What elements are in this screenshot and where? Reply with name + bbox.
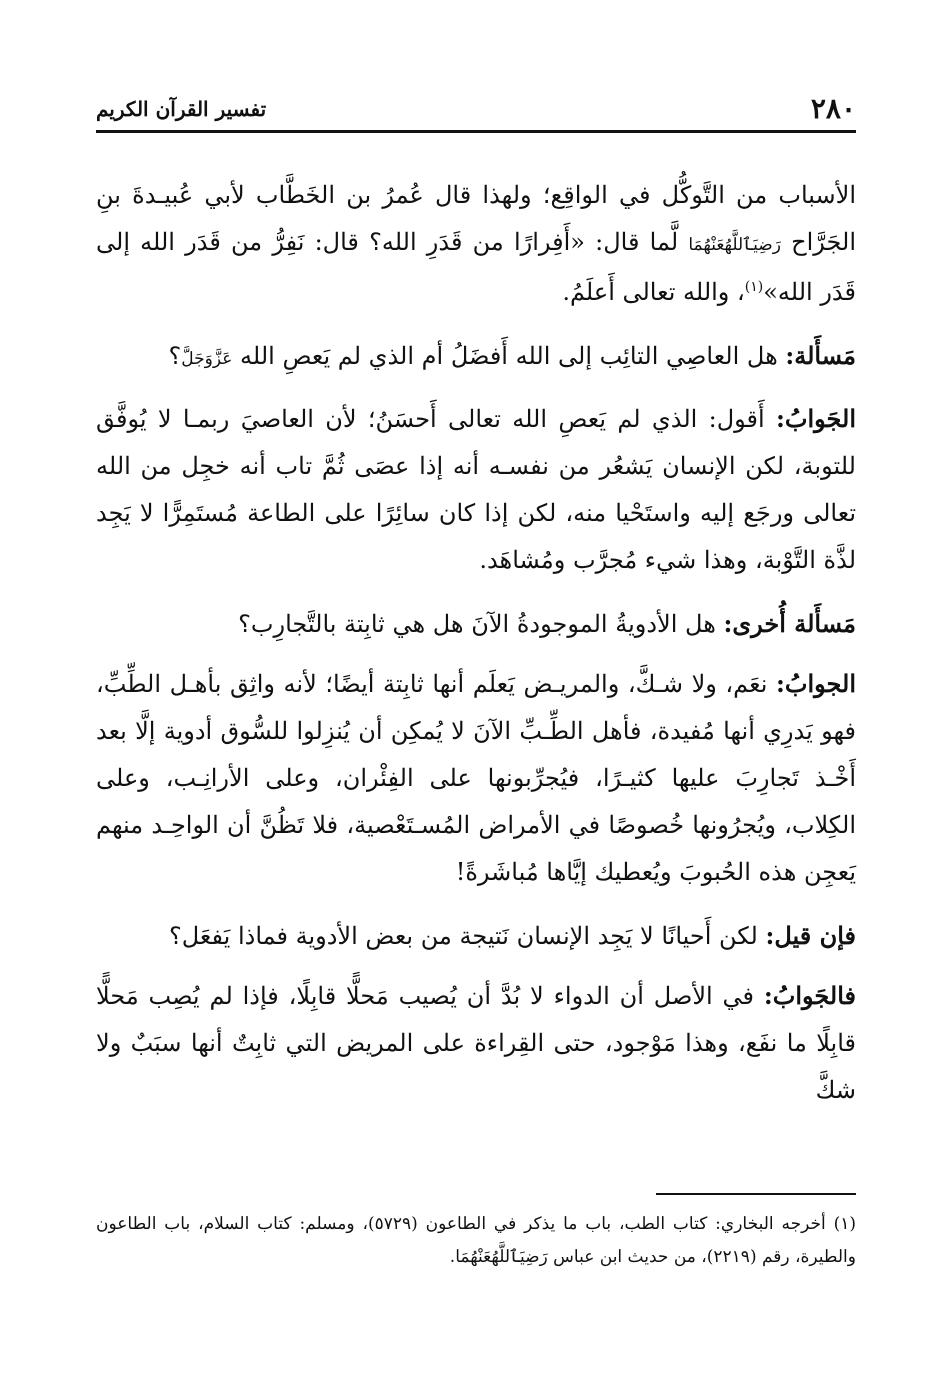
- paragraph-lead: مَسأَلة أُخرى:: [723, 609, 856, 638]
- footnotes: [96, 1208, 856, 1274]
- paragraph-text: ؟: [168, 342, 182, 370]
- footnote-divider: [656, 1193, 856, 1195]
- paragraph-text: ، والله تعالى أَعلَمُ.: [562, 278, 745, 306]
- paragraph-text: هل الأدويةُ الموجودةُ الآنَ هل هي ثابِتة بالتَّجارِب؟: [238, 610, 724, 638]
- paragraph-lead: فالجَوابُ:: [763, 981, 856, 1010]
- honorific-glyph: عَزَّوَجَلَّ: [181, 349, 233, 369]
- paragraph-lead: الجَوابُ:: [776, 404, 856, 433]
- paragraph-answer-1: [96, 395, 856, 584]
- paragraph-question-2: [96, 600, 856, 648]
- footnote-1: [96, 1208, 856, 1274]
- honorific-glyph: رَضِيَٱللَّهُعَنْهُمَا: [455, 1247, 548, 1267]
- footnote-text: (١) أخرجه البخاري: كتاب الطب، باب ما يذكر في الطاعون (٥٧٢٩)، ومسلم: كتاب السلام، باب الطاعون والطيرة، رقم (٢٢١٩)، من حديث ابن عباس: [96, 1214, 856, 1267]
- paragraph-lead: فإن قيل:: [765, 921, 856, 950]
- paragraph-text: في الأصل أن الدواء لا بُدَّ أن يُصيب مَحلًّا قابِلًا، فإذا لم يُصِب مَحلًّا قابِلًا ما نفَع، وهذا مَوْجود، حتى القِراءة على المريض التي ثابِتٌ أنها سبَبٌ ولا شكَّ: [96, 982, 856, 1104]
- paragraph-text: لَّما قال: «أَفِرارًا من قَدَرِ الله؟ قال: نَفِرُّ من قَدَر الله إلى قَدَر الله»: [96, 228, 856, 306]
- footnote-reference: (١): [744, 279, 764, 295]
- paragraph-text: لكن أَحيانًا لا يَجِد الإنسان نَتيجة من بعض الأدوية فماذا يَفعَل؟: [169, 922, 766, 950]
- paragraph-question-1: [96, 332, 856, 383]
- paragraph-text: هل العاصِي التائِب إلى الله أَفضَلُ أم الذي لم يَعصِ الله: [232, 342, 786, 370]
- paragraph-lead: مَسأَلة:: [785, 341, 856, 370]
- paragraph-question-3: [96, 912, 856, 960]
- footnote-text: .: [449, 1247, 456, 1267]
- paragraph-lead: الجوابُ:: [776, 669, 856, 698]
- paragraph-answer-3: [96, 972, 856, 1114]
- paragraph-text: الأسباب من التَّوكُّل في الواقِع؛ ولهذا قال عُمرُ بن الخَطَّاب لأبي عُبيـدةَ بنِ الجَرَّاح: [96, 181, 856, 256]
- paragraph-continuation: [96, 172, 856, 316]
- running-title: تفسير القرآن الكريم: [96, 97, 267, 121]
- honorific-glyph: رَضِيَٱللَّهُعَنْهُمَا: [688, 235, 781, 255]
- paragraph-answer-2: [96, 660, 856, 896]
- page-body: [96, 172, 856, 1130]
- page-header: [96, 92, 856, 133]
- paragraph-text: نعَم، ولا شـكَّ، والمريـض يَعلَم أنها ثابِتة أيضًا؛ لأنه واثِق بأهـل الطِّبِّ، فهو يَدرِي أنها مُفيدة، فأهل الطِّـبِّ الآنَ لا يُمكِن أن يُنزِلوا للسُّوق أدوية إلَّا بعد أَخْـذ تَجارِبَ عليها كثيـرًا، فيُجرِّبونها على الفِئْران، وعلى الأرانِـب، وعلى الكِلاب، ويُجرُونها خُصوصًا في الأمراض المُسـتَعْصية، فلا تَظُنَّ أن الواحِـد منهم يَعجِن هذه الحُبوبَ ويُعطيك إيَّاها مُباشَرةً!: [96, 670, 856, 886]
- paragraph-text: أَقول: الذي لم يَعصِ الله تعالى أَحسَنُ؛ لأن العاصيَ ربمـا لا يُوفَّق للتوبة، لكن الإنسان يَشعُر من نفسـه أنه إذا عصَى ثُمَّ تاب أنه خجِل من الله تعالى ورجَع إليه واستَحْيا منه، لكن إذا كان سائِرًا على الطاعة مُستَمِرًّا لا يَجِد لذَّة التَّوْبة، وهذا شيء مُجرَّب ومُشاهَد.: [96, 405, 856, 574]
- page-number: ٢٨٠: [810, 92, 856, 125]
